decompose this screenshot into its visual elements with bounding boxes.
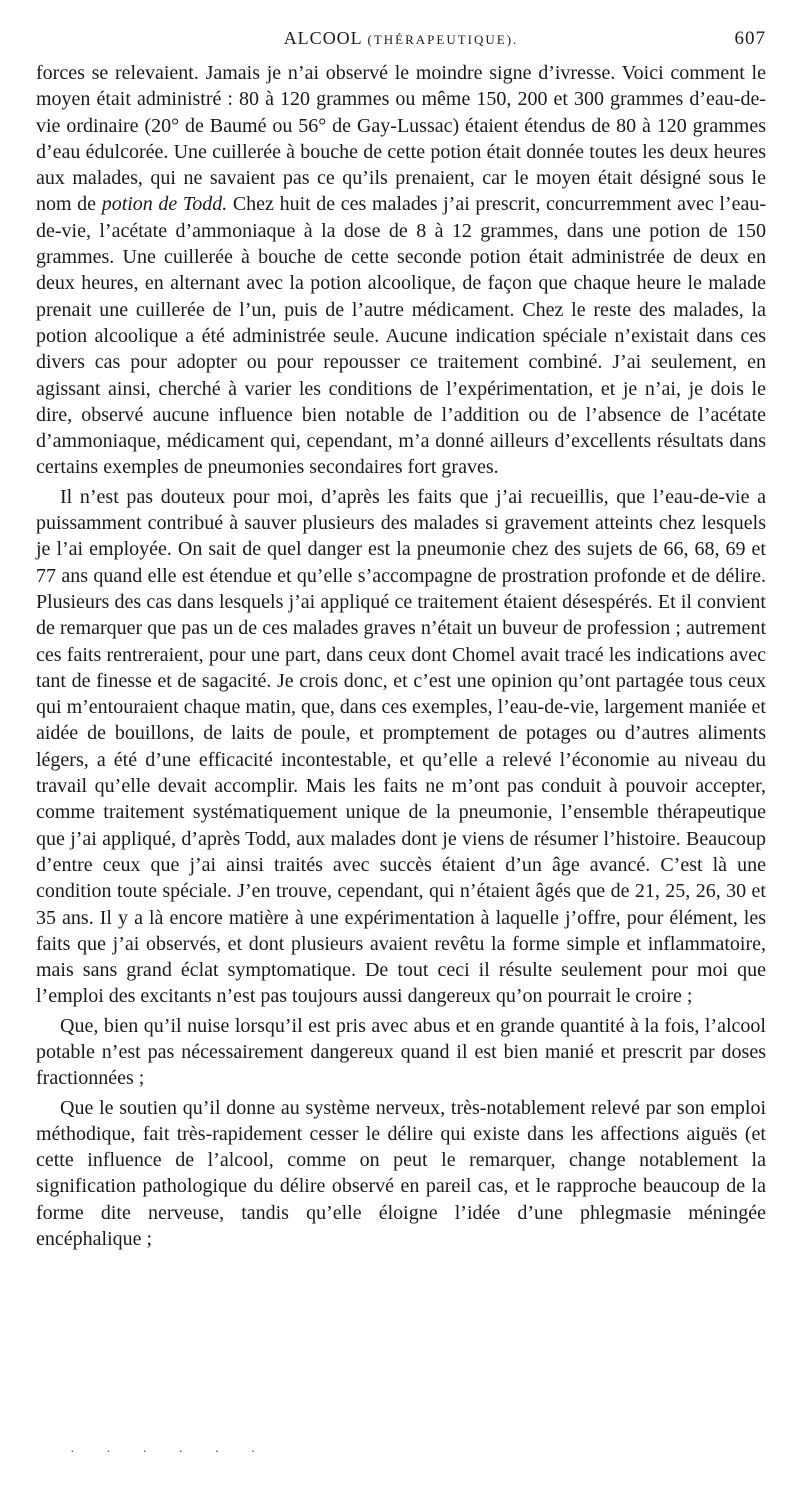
running-head <box>36 28 766 58</box>
running-title <box>36 28 766 49</box>
paragraph-3 <box>36 1013 766 1092</box>
paragraph-2 <box>36 484 766 1010</box>
paragraph-4 <box>36 1095 766 1253</box>
paragraph-text: Que le soutien qu’il donne au système nerveux, très-notablement relevé par son emploi méthodique, fait très-rapidement cesser le délire qui existe dans les affections aiguës (et cette influence de l’alcool, comme on peut le remarquer, change notablement la signification pathologique du délire observé en pareil cas, et le rapproche beaucoup de la forme dite nerveuse, tandis qu’elle éloigne l’idée d’une phlegmasie méningée encéphalique ; <box>36 1096 766 1251</box>
paragraph-text: forces se relevaient. Jamais je n’ai observé le moindre signe d’ivresse. Voici comment le moyen était administré : 80 à 120 grammes ou même 150, 200 et 300 grammes d’eau-de-vie ordinaire (20° de Baumé ou 56° de Gay-Lussac) étaient étendus de 80 à 120 grammes d’eau édulcorée. Une cuillerée à bouche de cette potion était donnée toutes les deux heures aux malades, qui ne savaient pas ce qu’ils prenaient, car le moyen était désigné sous le nom de <box>36 62 766 216</box>
paragraph-text: Que, bien qu’il nuise lorsqu’il est pris avec abus et en grande quantité à la fois, l’alcool potable n’est pas nécessairement dangereux quand il est bien manié et prescrit par doses fractionnées ; <box>36 1014 766 1090</box>
running-title-main: ALCOOL <box>283 28 363 48</box>
footer-dots: · · · · · · <box>70 1445 270 1460</box>
paragraph-text: Chez huit de ces malades j’ai prescrit, concurremment avec l’eau-de-vie, l’acétate d’ammoniaque à la dose de 8 à 12 grammes, dans une potion de 150 grammes. Une cuillerée à bouche de cette seconde potion était administrée de deux en deux heures, en alternant avec la potion alcoolique, de façon que chaque heure le malade prenait une cuillerée de l’un, puis de l’autre médicament. Chez le reste des malades, la potion alcoolique a été administrée seule. Aucune indication spéciale n’existait dans ces divers cas pour adopter ou pour repousser ce traitement combiné. J’ai seulement, en agissant ainsi, cherché à varier les conditions de l’expérimentation, et je n’ai, je dois le dire, observé aucune influence bien notable de l’addition ou de l’absence de l’acétate d’ammoniaque, médicament qui, cependant, m’a donné ailleurs d’excellents résultats dans certains exemples de pneumonies secondaires fort graves. <box>36 193 766 479</box>
page-number: 607 <box>734 28 766 49</box>
paragraph-1 <box>36 60 766 481</box>
paragraph-text: Il n’est pas douteux pour moi, d’après les faits que j’ai recueillis, que l’eau-de-vie a puissamment contribué à sauver plusieurs des malades si gravement atteints chez lesquels je l’ai employée. On sait de quel danger est la pneumonie chez des sujets de 66, 68, 69 et 77 ans quand elle est étendue et qu’elle s’accompagne de prostration profonde et de délire. Plusieurs des cas dans lesquels j’ai appliqué ce traitement étaient désespérés. Et il convient de remarquer que pas un de ces malades graves n’était un buveur de profession ; autrement ces faits rentreraient, pour une part, dans ceux dont Chomel avait tracé les indications avec tant de finesse et de sagacité. Je crois donc, et c’est une opinion qu’ont partagée tous ceux qui m’entouraient chaque matin, que, dans ces exemples, l’eau-de-vie, largement maniée et aidée de bouillons, de laits de poule, et promptement de potages ou d’autres aliments légers, a été d’une efficacité incontestable, et qu’elle a relevé l’économie au niveau du travail qu’elle devait accomplir. Mais les faits ne m’ont pas conduit à pouvoir accepter, comme traitement systématiquement unique de la pneumonie, l’ensemble thérapeutique que j’ai appliqué, d’après Todd, aux malades dont je viens de résumer l’histoire. Beaucoup d’entre ceux que j’ai ainsi traités avec succès étaient d’un âge avancé. C’est là une condition toute spéciale. J’en trouve, cependant, qui n’étaient âgés que de 21, 25, 26, 30 et 35 ans. Il y a là encore matière à une expérimentation à laquelle j’offre, pour élément, les faits que j’ai observés, et dont plusieurs avaient revêtu la forme simple et inflammatoire, mais sans grand éclat symptomatique. De tout ceci il résulte seulement pour moi que l’emploi des excitants n’est pas toujours aussi dangereux qu’on pourrait le croire ; <box>36 485 766 1008</box>
body-text <box>36 60 766 1252</box>
running-title-sub: (THÉRAPEUTIQUE). <box>367 32 519 47</box>
italic-text: potion de Todd. <box>101 193 228 216</box>
